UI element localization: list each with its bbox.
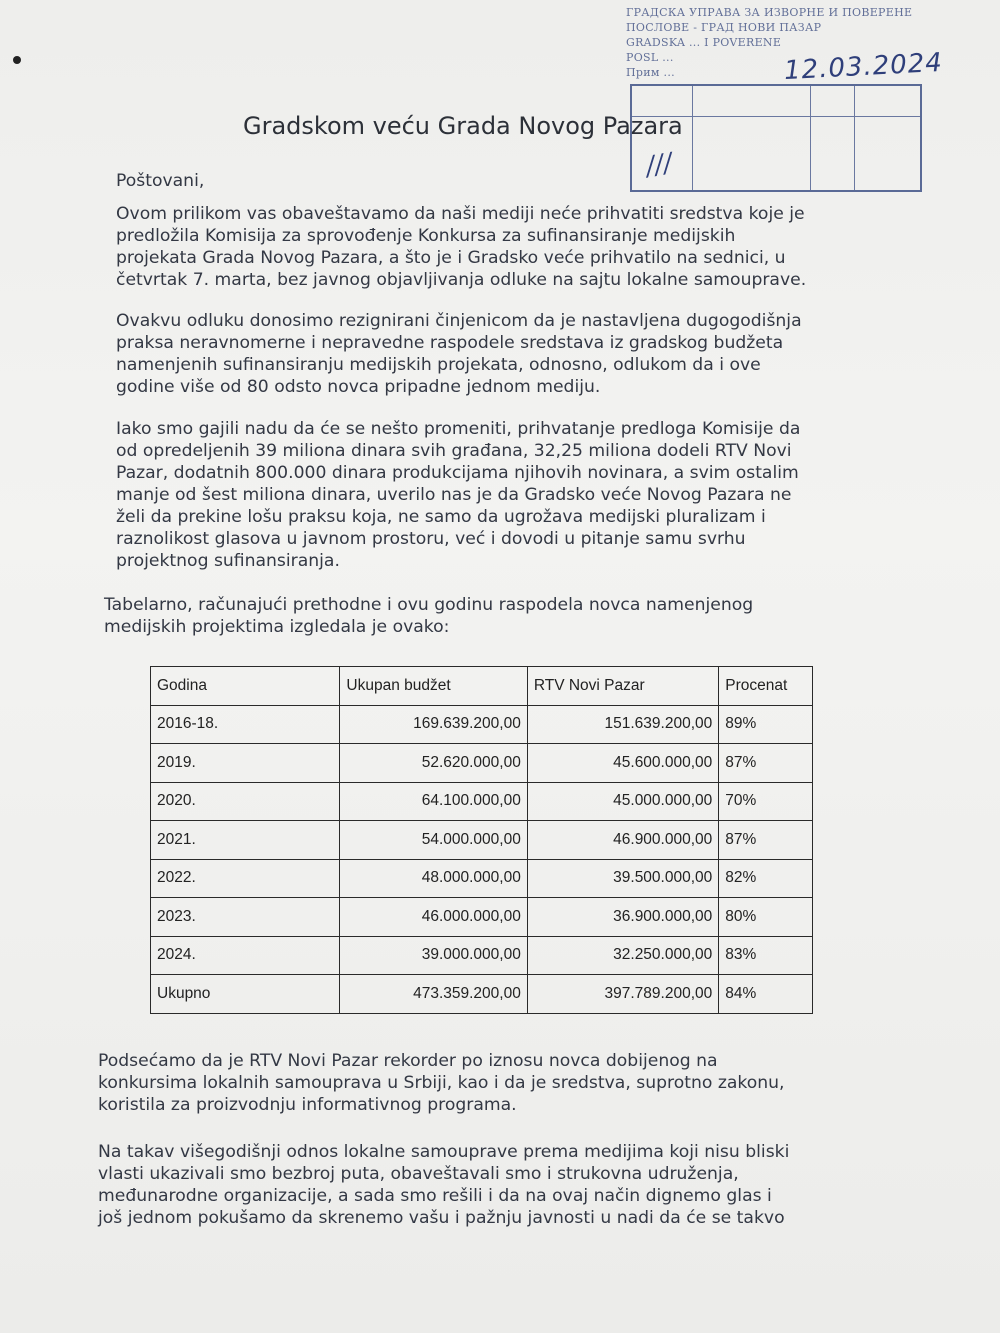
stamp-line: GRADSKA ... I POVERENE [626,36,782,49]
text-line: raznolikost glasova u javnom prostoru, već i dovodi u pitanje samu svrhu [116,529,746,549]
table-row [151,898,813,937]
table-total-row [151,975,813,1014]
table-cell: 70% [719,782,813,821]
text-line: želi da prekine lošu praksu koja, ne samo da ugrožava medijski pluralizam i [116,507,766,527]
table-cell: 2021. [151,821,340,860]
stamp-line: ГРАДСКА УПРАВА ЗА ИЗВОРНЕ И ПОВЕРЕНЕ [626,6,913,19]
table-cell: 2020. [151,782,340,821]
table-cell: 45.600.000,00 [527,744,718,783]
table-header-row [151,667,813,706]
paragraph-5 [98,1050,858,1116]
table-cell: 54.000.000,00 [340,821,527,860]
table-cell: 83% [719,936,813,975]
table-cell: 2016-18. [151,705,340,744]
letter-title: Gradskom veću Grada Novog Pazara [243,112,683,140]
table-cell: 151.639.200,00 [527,705,718,744]
table-cell: 80% [719,898,813,937]
table-cell: 87% [719,744,813,783]
table-cell: 45.000.000,00 [527,782,718,821]
greeting: Poštovani, [116,171,205,191]
stamp-line: ПОСЛОВЕ - ГРАД НОВИ ПАЗАР [626,21,822,34]
table-cell: 397.789.200,00 [527,975,718,1014]
table-cell: 169.639.200,00 [340,705,527,744]
text-line: Ovom prilikom vas obaveštavamo da naši mediji neće prihvatiti sredstva koje je [116,204,805,224]
table-row [151,936,813,975]
table-cell: 2019. [151,744,340,783]
paragraph-3 [116,418,876,572]
table-row [151,859,813,898]
table-cell: 87% [719,821,813,860]
table-row [151,821,813,860]
table-cell: 82% [719,859,813,898]
table-cell: 64.100.000,00 [340,782,527,821]
paragraph-6 [98,1141,858,1229]
table-row [151,782,813,821]
table-cell: 36.900.000,00 [527,898,718,937]
text-line: Na takav višegodišnji odnos lokalne samouprave prema medijima koji nisu bliski [98,1142,790,1162]
text-line: namenjenih sufinansiranju medijskih projekata, odnosno, odlukom da i ove [116,355,761,375]
table-cell: 84% [719,975,813,1014]
stamp-line: POSL ... [626,51,674,64]
text-line: Podsećamo da je RTV Novi Pazar rekorder po iznosu novca dobijenog na [98,1051,718,1071]
text-line: predložila Komisija za sprovođenje Konkursa za sufinansiranje medijskih [116,226,736,246]
budget-table [150,666,813,1014]
table-cell: 46.000.000,00 [340,898,527,937]
text-line: vlasti ukazivali smo bezbroj puta, obaveštavali smo i strukovna udruženja, [98,1164,739,1184]
text-line: projekata Grada Novog Pazara, a što je i Gradsko veće prihvatilo na sednici, u [116,248,786,268]
table-cell: 2022. [151,859,340,898]
punch-hole [13,56,21,64]
text-line: još jednom pokušamo da skrenemo vašu i pažnju javnosti u nadi da će se takvo [98,1208,785,1228]
paragraph-4 [104,594,864,638]
text-line: Ovakvu odluku donosimo rezignirani činjenicom da je nastavljena dugogodišnja [116,311,802,331]
table-cell: 2024. [151,936,340,975]
text-line: praksa neravnomerne i nepravedne raspodele sredstava iz gradskog budžeta [116,333,784,353]
header-cell: Procenat [719,667,813,706]
header-cell: Godina [151,667,340,706]
table-cell: 39.000.000,00 [340,936,527,975]
table-cell: 89% [719,705,813,744]
text-line: manje od šest miliona dinara, uverilo nas je da Gradsko veće Novog Pazara ne [116,485,792,505]
table-cell: 48.000.000,00 [340,859,527,898]
table-cell: 473.359.200,00 [340,975,527,1014]
table-cell: Ukupno [151,975,340,1014]
header-cell: RTV Novi Pazar [527,667,718,706]
text-line: Iako smo gajili nadu da će se nešto promeniti, prihvatanje predloga Komisije da [116,419,801,439]
stamp-handwritten-mark: /// [643,147,675,183]
table-cell: 2023. [151,898,340,937]
table-cell: 39.500.000,00 [527,859,718,898]
text-line: Pazar, dodatnih 800.000 dinara produkcijama njihovih novinara, a svim ostalim [116,463,799,483]
text-line: četvrtak 7. marta, bez javnog objavljivanja odluke na sajtu lokalne samouprave. [116,270,807,290]
text-line: godine više od 80 odsto novca pripadne jednom mediju. [116,377,601,397]
text-line: Tabelarno, računajući prethodne i ovu godinu raspodela novca namenjenog [104,595,754,615]
table-row [151,744,813,783]
registry-stamp [616,2,944,188]
table-cell: 32.250.000,00 [527,936,718,975]
text-line: međunarodne organizacije, a sada smo rešili i da na ovaj način dignemo glas i [98,1186,772,1206]
paragraph-1 [116,203,876,291]
table-cell: 46.900.000,00 [527,821,718,860]
paragraph-2 [116,310,876,398]
text-line: koristila za proizvodnju informativnog programa. [98,1095,517,1115]
text-line: projektnog sufinansiranja. [116,551,340,571]
header-cell: Ukupan budžet [340,667,527,706]
table-cell: 52.620.000,00 [340,744,527,783]
stamp-date: 12.03.2024 [783,47,944,87]
text-line: konkursima lokalnih samouprava u Srbiji, kao i da je sredstva, suprotno zakonu, [98,1073,785,1093]
text-line: od opredeljenih 39 miliona dinara svih građana, 32,25 miliona dodeli RTV Novi [116,441,792,461]
text-line: medijskih projektima izgledala je ovako: [104,617,450,637]
table-row [151,705,813,744]
stamp-line: Прим ... [626,66,675,79]
